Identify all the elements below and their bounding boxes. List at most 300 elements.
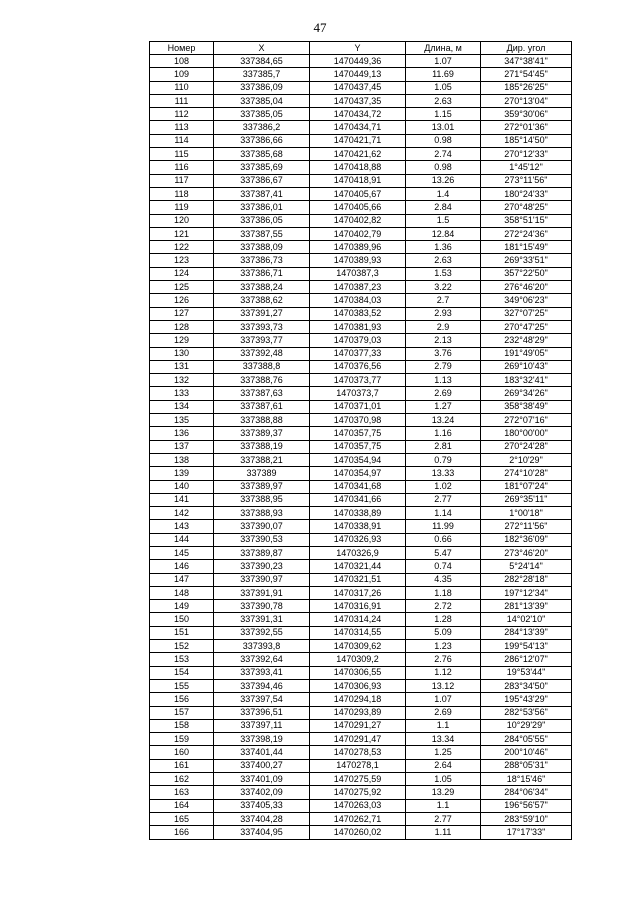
column-header-length: Длина, м	[406, 42, 481, 55]
cell-y: 1470321,44	[310, 560, 406, 573]
cell-x: 337386,09	[214, 81, 310, 94]
cell-y: 1470434,71	[310, 121, 406, 134]
cell-y: 1470306,93	[310, 679, 406, 692]
cell-x: 337401,09	[214, 773, 310, 786]
cell-y: 1470377,33	[310, 347, 406, 360]
cell-y: 1470357,75	[310, 427, 406, 440]
cell-y: 1470370,98	[310, 414, 406, 427]
cell-direction-angle: 269°35'11"	[481, 493, 572, 506]
cell-x: 337390,23	[214, 560, 310, 573]
cell-direction-angle: 349°06'23"	[481, 294, 572, 307]
table-row	[150, 121, 572, 134]
cell-length: 2.69	[406, 706, 481, 719]
cell-y: 1470437,35	[310, 94, 406, 107]
cell-number: 111	[150, 94, 214, 107]
coordinates-table	[149, 41, 572, 840]
cell-x: 337385,04	[214, 94, 310, 107]
cell-direction-angle: 271°54'45"	[481, 68, 572, 81]
cell-y: 1470314,24	[310, 613, 406, 626]
cell-x: 337387,41	[214, 187, 310, 200]
cell-y: 1470402,79	[310, 227, 406, 240]
cell-length: 2.7	[406, 294, 481, 307]
cell-number: 139	[150, 467, 214, 480]
table-row	[150, 360, 572, 373]
cell-number: 128	[150, 320, 214, 333]
cell-length: 1.05	[406, 81, 481, 94]
cell-direction-angle: 284°05'55"	[481, 733, 572, 746]
cell-x: 337389,87	[214, 546, 310, 559]
cell-direction-angle: 272°24'36"	[481, 227, 572, 240]
table-row	[150, 254, 572, 267]
cell-x: 337386,73	[214, 254, 310, 267]
cell-x: 337386,67	[214, 174, 310, 187]
cell-x: 337404,95	[214, 826, 310, 839]
cell-direction-angle: 283°59'10"	[481, 812, 572, 825]
cell-y: 1470357,75	[310, 440, 406, 453]
cell-direction-angle: 191°49'05"	[481, 347, 572, 360]
cell-length: 1.36	[406, 241, 481, 254]
cell-length: 2.9	[406, 320, 481, 333]
cell-direction-angle: 232°48'29"	[481, 334, 572, 347]
cell-direction-angle: 180°24'33"	[481, 187, 572, 200]
cell-number: 125	[150, 281, 214, 294]
cell-number: 123	[150, 254, 214, 267]
table-row	[150, 174, 572, 187]
cell-number: 155	[150, 679, 214, 692]
cell-x: 337386,66	[214, 134, 310, 147]
cell-direction-angle: 1°00'18"	[481, 507, 572, 520]
cell-number: 145	[150, 546, 214, 559]
cell-length: 2.72	[406, 600, 481, 613]
cell-y: 1470437,45	[310, 81, 406, 94]
cell-y: 1470306,55	[310, 666, 406, 679]
cell-y: 1470405,67	[310, 187, 406, 200]
table-row	[150, 134, 572, 147]
cell-number: 137	[150, 440, 214, 453]
cell-length: 0.79	[406, 453, 481, 466]
table-row	[150, 679, 572, 692]
cell-y: 1470371,01	[310, 400, 406, 413]
cell-number: 143	[150, 520, 214, 533]
cell-y: 1470341,66	[310, 493, 406, 506]
cell-x: 337404,28	[214, 812, 310, 825]
column-header-direction-angle: Дир. угол	[481, 42, 572, 55]
table-row	[150, 480, 572, 493]
cell-y: 1470421,62	[310, 148, 406, 161]
table-row	[150, 600, 572, 613]
cell-direction-angle: 283°34'50"	[481, 679, 572, 692]
cell-x: 337387,55	[214, 227, 310, 240]
cell-length: 0.66	[406, 533, 481, 546]
table-row	[150, 573, 572, 586]
cell-direction-angle: 185°14'50"	[481, 134, 572, 147]
cell-direction-angle: 1°45'12"	[481, 161, 572, 174]
cell-number: 140	[150, 480, 214, 493]
table-row	[150, 613, 572, 626]
table-row	[150, 187, 572, 200]
cell-x: 337384,65	[214, 55, 310, 68]
cell-direction-angle: 5°24'14"	[481, 560, 572, 573]
table-body	[150, 55, 572, 840]
cell-y: 1470326,9	[310, 546, 406, 559]
cell-direction-angle: 273°46'20"	[481, 546, 572, 559]
cell-y: 1470383,52	[310, 307, 406, 320]
cell-x: 337388,88	[214, 414, 310, 427]
cell-length: 0.74	[406, 560, 481, 573]
cell-x: 337387,63	[214, 387, 310, 400]
cell-y: 1470316,91	[310, 600, 406, 613]
cell-y: 1470309,62	[310, 640, 406, 653]
cell-length: 3.76	[406, 347, 481, 360]
cell-length: 2.93	[406, 307, 481, 320]
cell-y: 1470338,91	[310, 520, 406, 533]
cell-y: 1470294,18	[310, 693, 406, 706]
table-row	[150, 546, 572, 559]
table-row	[150, 799, 572, 812]
cell-number: 127	[150, 307, 214, 320]
cell-y: 1470387,23	[310, 281, 406, 294]
cell-number: 144	[150, 533, 214, 546]
cell-length: 2.64	[406, 759, 481, 772]
table-row	[150, 520, 572, 533]
cell-direction-angle: 282°28'18"	[481, 573, 572, 586]
column-header-x: X	[214, 42, 310, 55]
cell-number: 134	[150, 400, 214, 413]
table-row	[150, 374, 572, 387]
cell-direction-angle: 200°10'46"	[481, 746, 572, 759]
cell-number: 152	[150, 640, 214, 653]
cell-x: 337385,69	[214, 161, 310, 174]
cell-direction-angle: 2°10'29"	[481, 453, 572, 466]
table-row	[150, 241, 572, 254]
cell-y: 1470317,26	[310, 586, 406, 599]
table-row	[150, 759, 572, 772]
cell-y: 1470384,03	[310, 294, 406, 307]
table-row	[150, 414, 572, 427]
cell-number: 117	[150, 174, 214, 187]
table-row	[150, 161, 572, 174]
cell-length: 2.77	[406, 493, 481, 506]
cell-number: 126	[150, 294, 214, 307]
cell-y: 1470421,71	[310, 134, 406, 147]
cell-number: 109	[150, 68, 214, 81]
cell-x: 337388,8	[214, 360, 310, 373]
cell-number: 150	[150, 613, 214, 626]
cell-y: 1470314,55	[310, 626, 406, 639]
table-row	[150, 148, 572, 161]
cell-length: 11.99	[406, 520, 481, 533]
cell-length: 13.33	[406, 467, 481, 480]
cell-x: 337388,95	[214, 493, 310, 506]
cell-number: 119	[150, 201, 214, 214]
table-row	[150, 812, 572, 825]
cell-y: 1470379,03	[310, 334, 406, 347]
cell-x: 337388,24	[214, 281, 310, 294]
cell-x: 337393,41	[214, 666, 310, 679]
cell-x: 337388,09	[214, 241, 310, 254]
table-row	[150, 640, 572, 653]
cell-y: 1470309,2	[310, 653, 406, 666]
cell-y: 1470418,91	[310, 174, 406, 187]
cell-y: 1470389,96	[310, 241, 406, 254]
cell-y: 1470373,77	[310, 374, 406, 387]
table-row	[150, 281, 572, 294]
cell-direction-angle: 284°13'39"	[481, 626, 572, 639]
cell-number: 142	[150, 507, 214, 520]
table-row	[150, 507, 572, 520]
cell-length: 3.22	[406, 281, 481, 294]
cell-direction-angle: 185°26'25"	[481, 81, 572, 94]
cell-y: 1470405,66	[310, 201, 406, 214]
cell-direction-angle: 272°07'16"	[481, 414, 572, 427]
cell-direction-angle: 19°53'44"	[481, 666, 572, 679]
cell-direction-angle: 281°13'39"	[481, 600, 572, 613]
table-row	[150, 347, 572, 360]
cell-direction-angle: 180°00'00"	[481, 427, 572, 440]
cell-direction-angle: 181°07'24"	[481, 480, 572, 493]
cell-y: 1470434,72	[310, 108, 406, 121]
cell-x: 337393,73	[214, 320, 310, 333]
cell-x: 337390,97	[214, 573, 310, 586]
cell-x: 337389,97	[214, 480, 310, 493]
table-row	[150, 586, 572, 599]
cell-number: 146	[150, 560, 214, 573]
cell-y: 1470291,27	[310, 719, 406, 732]
cell-number: 113	[150, 121, 214, 134]
cell-length: 1.05	[406, 773, 481, 786]
table-row	[150, 307, 572, 320]
table-row	[150, 773, 572, 786]
cell-direction-angle: 347°38'41"	[481, 55, 572, 68]
cell-direction-angle: 270°24'28"	[481, 440, 572, 453]
cell-x: 337391,91	[214, 586, 310, 599]
cell-x: 337391,27	[214, 307, 310, 320]
table-row	[150, 560, 572, 573]
cell-y: 1470275,59	[310, 773, 406, 786]
cell-length: 2.76	[406, 653, 481, 666]
cell-y: 1470387,3	[310, 267, 406, 280]
cell-number: 121	[150, 227, 214, 240]
cell-y: 1470418,88	[310, 161, 406, 174]
cell-direction-angle: 270°47'25"	[481, 320, 572, 333]
cell-y: 1470275,92	[310, 786, 406, 799]
cell-x: 337391,31	[214, 613, 310, 626]
cell-number: 115	[150, 148, 214, 161]
cell-y: 1470278,1	[310, 759, 406, 772]
table-row	[150, 108, 572, 121]
cell-x: 337390,53	[214, 533, 310, 546]
cell-direction-angle: 269°10'43"	[481, 360, 572, 373]
cell-x: 337389	[214, 467, 310, 480]
cell-length: 5.09	[406, 626, 481, 639]
table-row	[150, 201, 572, 214]
cell-length: 2.77	[406, 812, 481, 825]
cell-direction-angle: 272°01'36"	[481, 121, 572, 134]
cell-x: 337387,61	[214, 400, 310, 413]
page-number: 47	[313, 20, 327, 35]
cell-number: 164	[150, 799, 214, 812]
table-header-row	[150, 42, 572, 55]
cell-length: 1.07	[406, 55, 481, 68]
cell-direction-angle: 181°15'49"	[481, 241, 572, 254]
table-row	[150, 55, 572, 68]
cell-y: 1470263,03	[310, 799, 406, 812]
cell-length: 1.16	[406, 427, 481, 440]
table-row	[150, 467, 572, 480]
cell-number: 157	[150, 706, 214, 719]
cell-x: 337392,48	[214, 347, 310, 360]
cell-number: 149	[150, 600, 214, 613]
cell-y: 1470354,97	[310, 467, 406, 480]
cell-x: 337388,76	[214, 374, 310, 387]
cell-length: 1.11	[406, 826, 481, 839]
cell-number: 154	[150, 666, 214, 679]
table-row	[150, 81, 572, 94]
table-row	[150, 493, 572, 506]
table-row	[150, 626, 572, 639]
cell-y: 1470449,36	[310, 55, 406, 68]
cell-direction-angle: 358°51'15"	[481, 214, 572, 227]
cell-x: 337389,37	[214, 427, 310, 440]
cell-direction-angle: 18°15'46"	[481, 773, 572, 786]
cell-length: 2.81	[406, 440, 481, 453]
cell-x: 337390,07	[214, 520, 310, 533]
cell-length: 2.79	[406, 360, 481, 373]
cell-number: 159	[150, 733, 214, 746]
cell-number: 151	[150, 626, 214, 639]
cell-x: 337385,68	[214, 148, 310, 161]
cell-x: 337397,11	[214, 719, 310, 732]
cell-y: 1470260,02	[310, 826, 406, 839]
cell-direction-angle: 273°11'56"	[481, 174, 572, 187]
column-header-y: Y	[310, 42, 406, 55]
cell-length: 13.29	[406, 786, 481, 799]
cell-length: 11.69	[406, 68, 481, 81]
cell-y: 1470262,71	[310, 812, 406, 825]
cell-number: 132	[150, 374, 214, 387]
cell-length: 2.74	[406, 148, 481, 161]
cell-direction-angle: 269°33'51"	[481, 254, 572, 267]
cell-y: 1470449,13	[310, 68, 406, 81]
cell-number: 162	[150, 773, 214, 786]
table-row	[150, 826, 572, 839]
cell-length: 2.84	[406, 201, 481, 214]
cell-number: 166	[150, 826, 214, 839]
table-row	[150, 440, 572, 453]
cell-number: 163	[150, 786, 214, 799]
table-row	[150, 320, 572, 333]
table-row	[150, 533, 572, 546]
cell-length: 5.47	[406, 546, 481, 559]
cell-x: 337386,2	[214, 121, 310, 134]
cell-number: 156	[150, 693, 214, 706]
table-row	[150, 693, 572, 706]
cell-number: 116	[150, 161, 214, 174]
cell-x: 337386,05	[214, 214, 310, 227]
cell-length: 1.5	[406, 214, 481, 227]
cell-length: 0.98	[406, 134, 481, 147]
table-row	[150, 453, 572, 466]
cell-direction-angle: 286°12'07"	[481, 653, 572, 666]
cell-x: 337388,19	[214, 440, 310, 453]
cell-length: 2.69	[406, 387, 481, 400]
cell-x: 337400,27	[214, 759, 310, 772]
cell-number: 130	[150, 347, 214, 360]
cell-number: 129	[150, 334, 214, 347]
cell-x: 337393,8	[214, 640, 310, 653]
cell-length: 13.26	[406, 174, 481, 187]
cell-y: 1470354,94	[310, 453, 406, 466]
cell-length: 12.84	[406, 227, 481, 240]
cell-number: 120	[150, 214, 214, 227]
cell-direction-angle: 270°12'33"	[481, 148, 572, 161]
cell-number: 135	[150, 414, 214, 427]
cell-direction-angle: 195°43'29"	[481, 693, 572, 706]
cell-direction-angle: 270°48'25"	[481, 201, 572, 214]
cell-number: 112	[150, 108, 214, 121]
cell-y: 1470402,82	[310, 214, 406, 227]
cell-number: 165	[150, 812, 214, 825]
cell-length: 1.18	[406, 586, 481, 599]
cell-x: 337385,7	[214, 68, 310, 81]
cell-length: 4.35	[406, 573, 481, 586]
cell-length: 1.15	[406, 108, 481, 121]
table-row	[150, 786, 572, 799]
cell-direction-angle: 274°10'28"	[481, 467, 572, 480]
cell-direction-angle: 270°13'04"	[481, 94, 572, 107]
table-row	[150, 719, 572, 732]
cell-x: 337398,19	[214, 733, 310, 746]
cell-y: 1470389,93	[310, 254, 406, 267]
cell-y: 1470341,68	[310, 480, 406, 493]
cell-direction-angle: 272°11'56"	[481, 520, 572, 533]
cell-direction-angle: 197°12'34"	[481, 586, 572, 599]
table-row	[150, 214, 572, 227]
cell-length: 1.02	[406, 480, 481, 493]
cell-x: 337388,62	[214, 294, 310, 307]
cell-direction-angle: 17°17'33"	[481, 826, 572, 839]
cell-x: 337385,05	[214, 108, 310, 121]
cell-direction-angle: 282°53'56"	[481, 706, 572, 719]
cell-x: 337397,54	[214, 693, 310, 706]
cell-length: 2.63	[406, 94, 481, 107]
cell-x: 337388,93	[214, 507, 310, 520]
cell-length: 13.12	[406, 679, 481, 692]
cell-y: 1470376,56	[310, 360, 406, 373]
cell-length: 1.23	[406, 640, 481, 653]
cell-x: 337394,46	[214, 679, 310, 692]
cell-x: 337401,44	[214, 746, 310, 759]
cell-number: 133	[150, 387, 214, 400]
table-row	[150, 294, 572, 307]
table-row	[150, 387, 572, 400]
cell-number: 161	[150, 759, 214, 772]
cell-y: 1470373,7	[310, 387, 406, 400]
cell-x: 337386,71	[214, 267, 310, 280]
table-row	[150, 653, 572, 666]
cell-x: 337386,01	[214, 201, 310, 214]
cell-length: 1.1	[406, 799, 481, 812]
cell-number: 141	[150, 493, 214, 506]
cell-direction-angle: 288°05'31"	[481, 759, 572, 772]
cell-x: 337390,78	[214, 600, 310, 613]
cell-length: 1.07	[406, 693, 481, 706]
cell-y: 1470291,47	[310, 733, 406, 746]
cell-direction-angle: 183°32'41"	[481, 374, 572, 387]
cell-y: 1470381,93	[310, 320, 406, 333]
cell-direction-angle: 199°54'13"	[481, 640, 572, 653]
cell-y: 1470293,89	[310, 706, 406, 719]
